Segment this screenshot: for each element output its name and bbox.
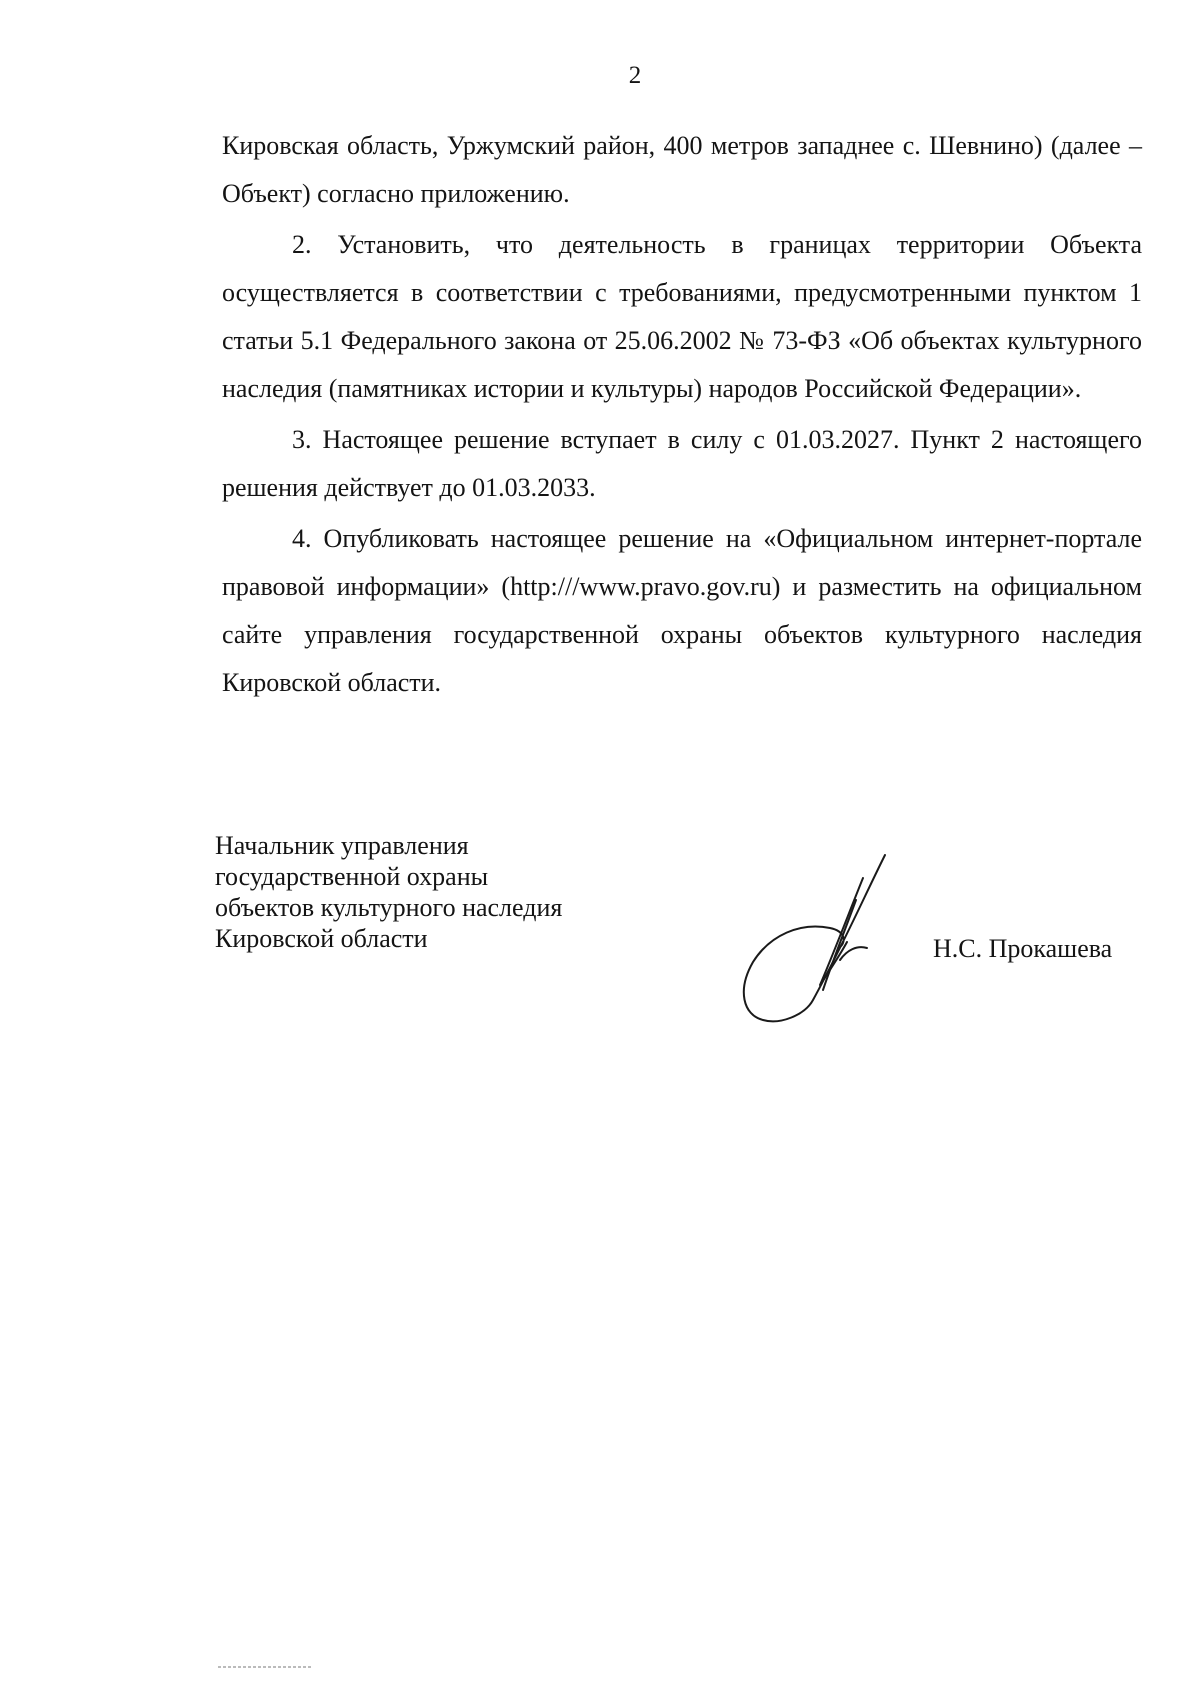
document-body bbox=[222, 122, 1142, 707]
paragraph-item-2: 2. Установить, что деятельность в границах территории Объекта осуществляется в соответствии с требованиями, предусмотренными пунктом 1 статьи 5.1 Федерального закона от 25.06.2002 № 73-ФЗ «Об объектах культурного наследия (памятниках истории и культуры) народов Российской Федерации». bbox=[222, 230, 1142, 403]
signatory-title-line: Начальник управления bbox=[215, 831, 469, 860]
paragraph-continuation: Кировская область, Уржумский район, 400 метров западнее с. Шевнино) (далее – Объект) согласно приложению. bbox=[222, 131, 1142, 208]
signatory-title bbox=[215, 830, 562, 954]
scan-artifact bbox=[218, 1665, 328, 1669]
signatory-name: Н.С. Прокашева bbox=[933, 934, 1113, 963]
paragraph-item-4: 4. Опубликовать настоящее решение на «Официальном интернет-портале правовой информации» (http:///www.pravo.gov.ru) и разместить на официальном сайте управления государственной охраны объектов культурного наследия Кировской области. bbox=[222, 524, 1142, 697]
handwritten-signature bbox=[735, 850, 895, 1025]
paragraph-item-3: 3. Настоящее решение вступает в силу с 01.03.2027. Пункт 2 настоящего решения действует до 01.03.2033. bbox=[222, 425, 1142, 502]
page-number: 2 bbox=[628, 62, 642, 89]
signatory-title-line: Кировской области bbox=[215, 924, 428, 953]
signatory-title-line: государственной охраны bbox=[215, 862, 489, 891]
signatory-title-line: объектов культурного наследия bbox=[215, 893, 563, 922]
